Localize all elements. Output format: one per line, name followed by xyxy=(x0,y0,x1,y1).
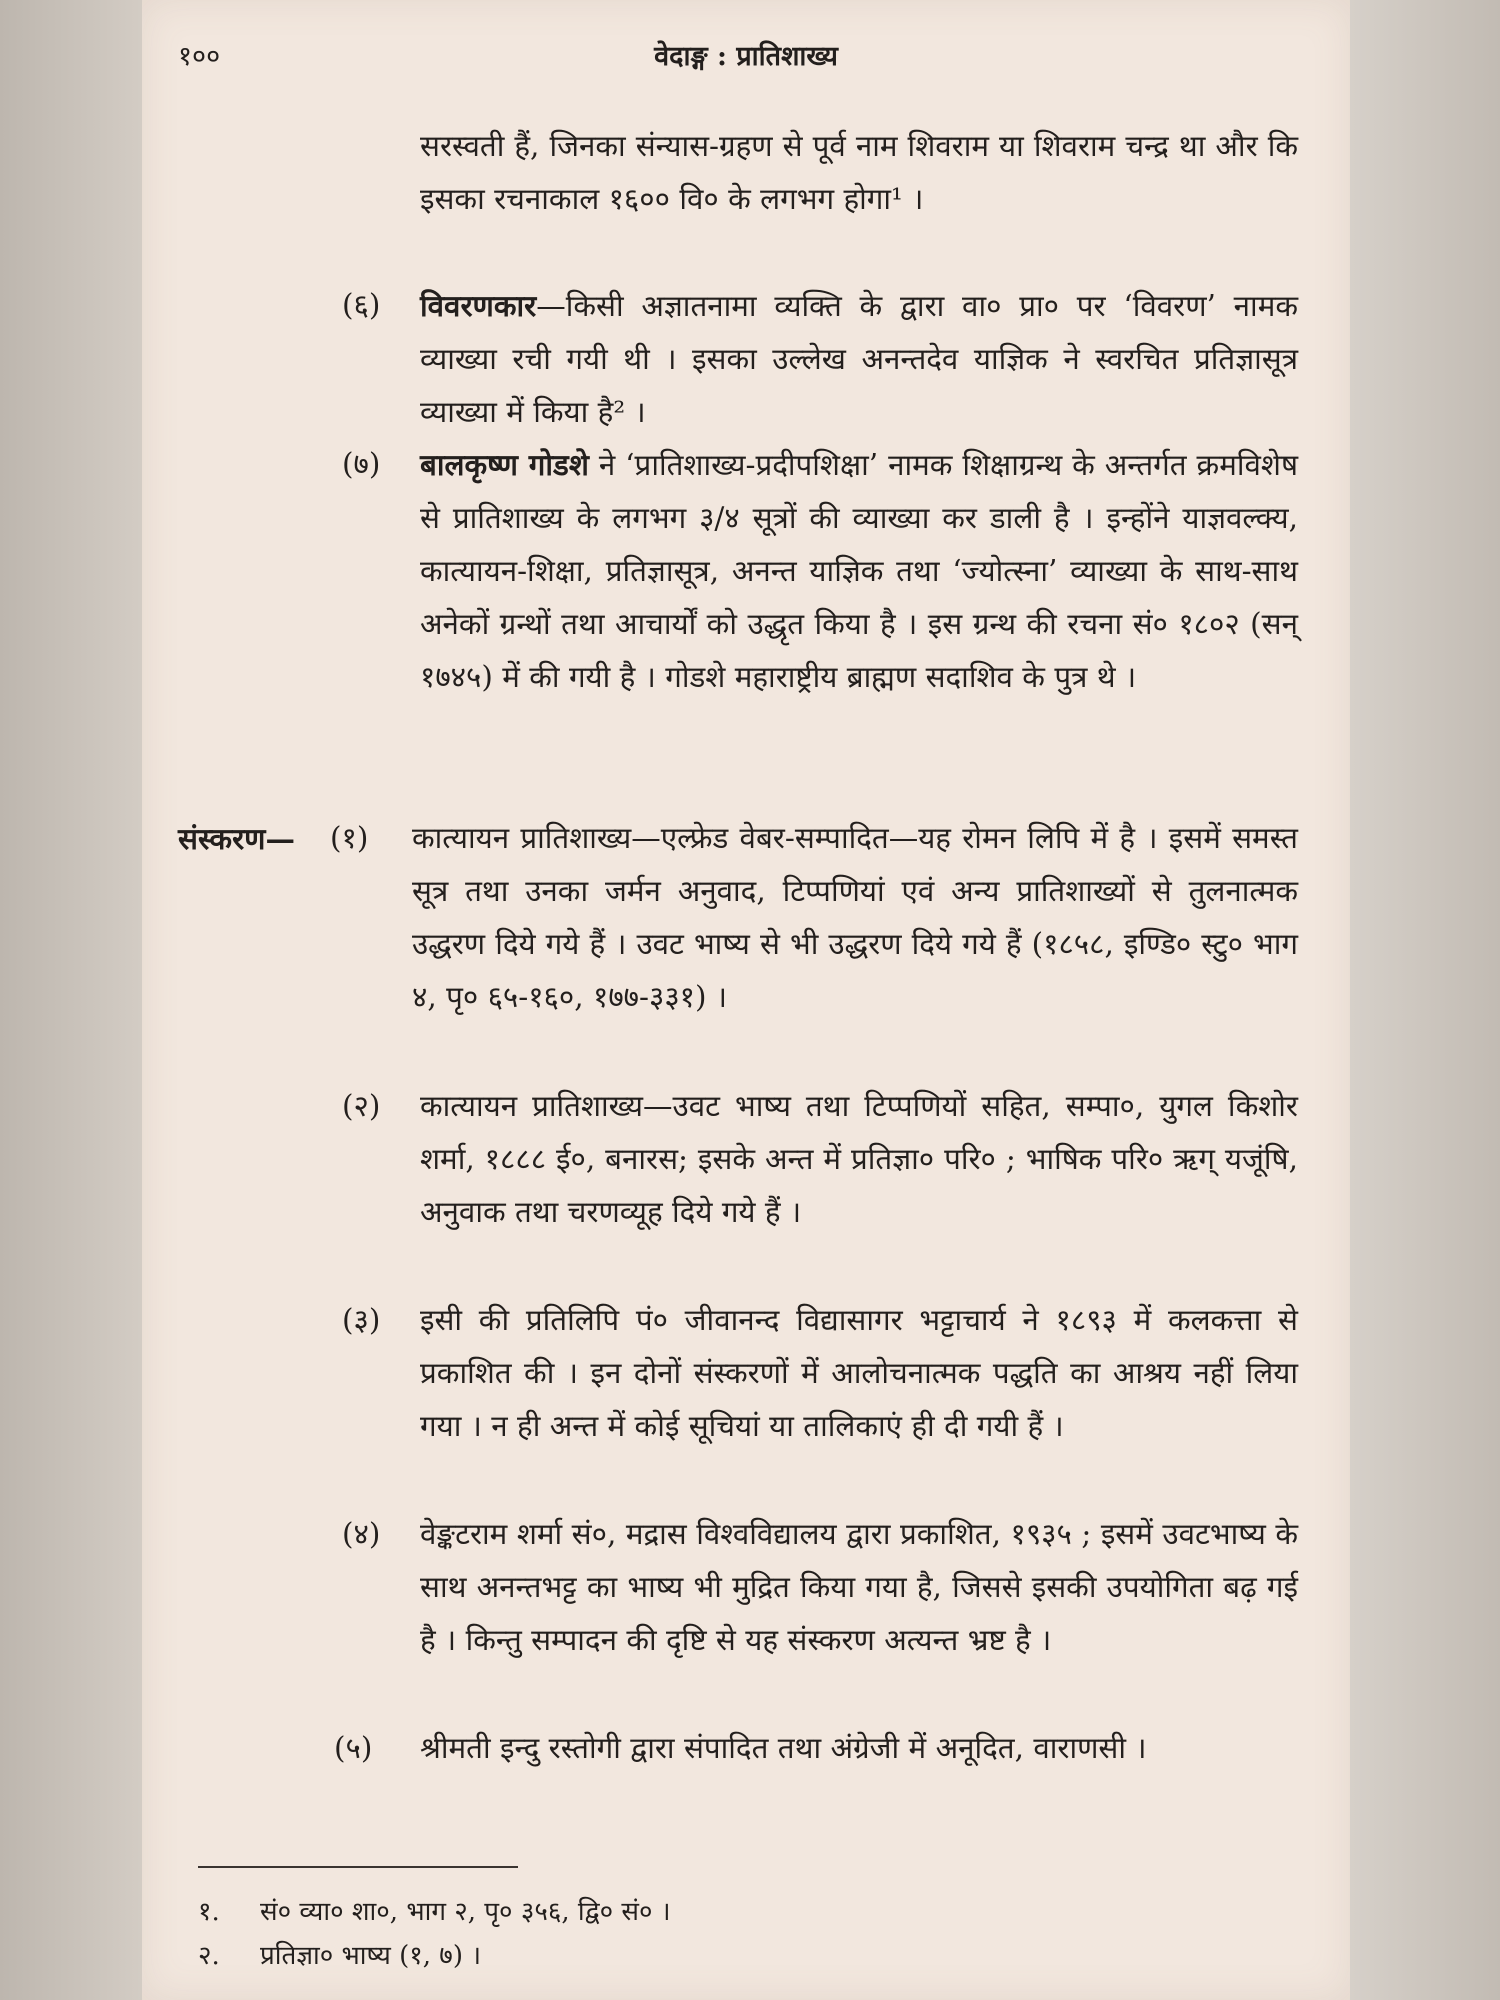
background-left xyxy=(0,0,142,2000)
edition-5-paragraph: श्रीमती इन्दु रस्तोगी द्वारा संपादित तथा अंग्रेजी में अनूदित, वाराणसी । xyxy=(420,1731,1147,1765)
running-head: वेदाङ्ग : प्रातिशाख्य xyxy=(654,41,838,72)
edition-number-1: (१) xyxy=(330,821,369,855)
commentator-6-paragraph xyxy=(420,279,1298,439)
edition-number-5: (५) xyxy=(334,1731,373,1765)
footnote-rule xyxy=(198,1866,518,1868)
commentator-7-name: बालकृष्ण गोडशे xyxy=(420,447,589,482)
item-number-6: (६) xyxy=(342,288,381,322)
item-number-7: (७) xyxy=(342,447,381,481)
footnote-1-text: सं० व्या० शा०, भाग २, पृ० ३५६, द्वि० सं० । xyxy=(260,1897,671,1927)
book-page xyxy=(142,0,1350,2000)
footnote-2-number: २. xyxy=(198,1941,220,1971)
edition-2-paragraph: कात्यायन प्रातिशाख्य—उवट भाष्य तथा टिप्पणियों सहित, सम्पा०, युगल किशोर शर्मा, १८८८ ई०, बनारस; इसके अन्त में प्रतिज्ञा० परि० ; भाषिक परि० ऋग् यजूंषि, अनुवाक तथा चरणव्यूह दिये गये हैं । xyxy=(420,1089,1298,1229)
continuation-paragraph: सरस्वती हैं, जिनका संन्यास-ग्रहण से पूर्व नाम शिवराम या शिवराम चन्द्र था और कि इसका रचनाकाल १६०० वि० के लगभग होगा¹ । xyxy=(420,129,1298,216)
edition-1-paragraph: कात्यायन प्रातिशाख्य—एल्फ्रेड वेबर-सम्पादित—यह रोमन लिपि में है । इसमें समस्त सूत्र तथा उनका जर्मन अनुवाद, टिप्पणियां एवं अन्य प्रातिशाख्यों से तुलनात्मक उद्धरण दिये गये हैं । उवट भाष्य से भी उद्धरण दिये गये हैं (१८५८, इण्डि० स्टु० भाग ४, पृ० ६५-१६०, १७७-३३१) । xyxy=(412,821,1298,1014)
editions-heading: संस्करण— xyxy=(178,821,295,856)
edition-number-3: (३) xyxy=(342,1303,381,1337)
commentator-7-text: ने ‘प्रातिशाख्य-प्रदीपशिक्षा’ नामक शिक्षाग्रन्थ के अन्तर्गत क्रमविशेष से प्रातिशाख्य के लगभग ३/४ सूत्रों की व्याख्या कर डाली है । इन्होंने याज्ञवल्क्य, कात्यायन-शिक्षा, प्रतिज्ञासूत्र, अनन्त याज्ञिक तथा ‘ज्योत्स्ना’ व्याख्या के साथ-साथ अनेकों ग्रन्थों तथा आचार्यों को उद्धृत किया है । इस ग्रन्थ की रचना सं० १८०२ (सन् १७४५) में की गयी है । गोडशे महाराष्ट्रीय ब्राह्मण सदाशिव के पुत्र थे । xyxy=(420,448,1298,694)
edition-number-2: (२) xyxy=(342,1089,381,1123)
footnote-2 xyxy=(198,1936,481,1976)
footnote-1 xyxy=(198,1892,671,1932)
commentator-6-text: —किसी अज्ञातनामा व्यक्ति के द्वारा वा० प्रा० पर ‘विवरण’ नामक व्याख्या रची गयी थी । इसका उल्लेख अनन्तदेव याज्ञिक ने स्वरचित प्रतिज्ञासूत्र व्याख्या में किया है² । xyxy=(420,289,1298,429)
page-number: १०० xyxy=(178,41,221,72)
commentator-7-paragraph xyxy=(420,438,1298,704)
commentator-6-name: विवरणकार xyxy=(420,288,537,323)
footnote-2-text: प्रतिज्ञा० भाष्य (१, ७) । xyxy=(260,1941,482,1971)
edition-4-paragraph: वेङ्कटराम शर्मा सं०, मद्रास विश्वविद्यालय द्वारा प्रकाशित, १९३५ ; इसमें उवटभाष्य के साथ अनन्तभट्ट का भाष्य भी मुद्रित किया गया है, जिससे इसकी उपयोगिता बढ़ गई है । किन्तु सम्पादन की दृष्टि से यह संस्करण अत्यन्त भ्रष्ट है । xyxy=(420,1517,1298,1657)
footnote-1-number: १. xyxy=(198,1897,220,1927)
edition-number-4: (४) xyxy=(342,1517,381,1551)
edition-3-paragraph: इसी की प्रतिलिपि पं० जीवानन्द विद्यासागर भट्टाचार्य ने १८९३ में कलकत्ता से प्रकाशित की । इन दोनों संस्करणों में आलोचनात्मक पद्धति का आश्रय नहीं लिया गया । न ही अन्त में कोई सूचियां या तालिकाएं ही दी गयी हैं । xyxy=(420,1303,1298,1443)
background-right xyxy=(1350,0,1500,2000)
